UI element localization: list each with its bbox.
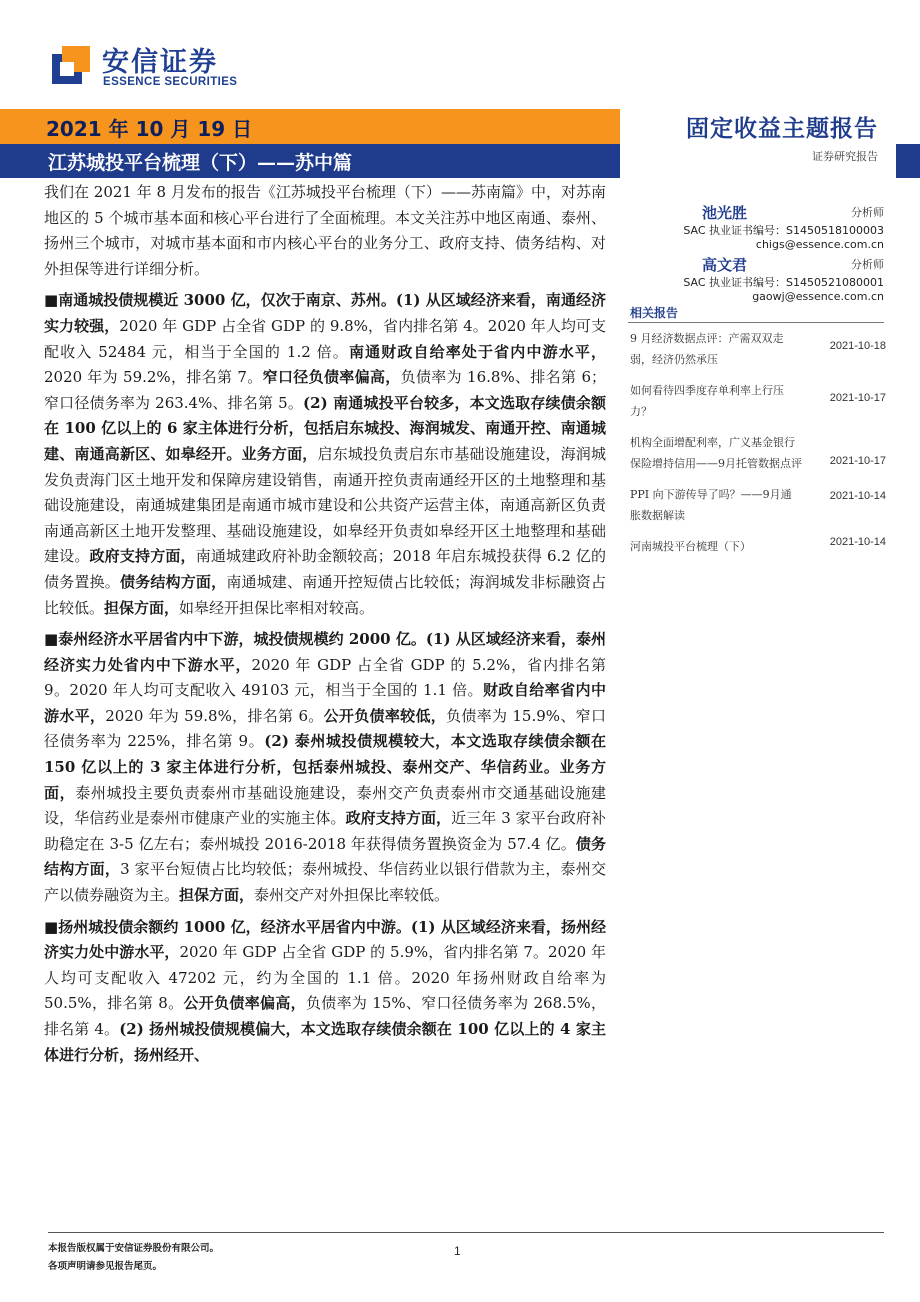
- related-report-title[interactable]: 河南城投平台梳理（下）: [630, 540, 751, 553]
- bold-run: 公开负债率较低，: [323, 706, 447, 725]
- text-run: 负债率为 16.8%、排名第 6；窄口径债务率为 263.4%、排名第 5。: [44, 368, 606, 412]
- related-report-item[interactable]: [630, 328, 886, 380]
- related-report-title[interactable]: 9 月经济数据点评：产需双双走弱，经济仍然承压: [630, 332, 784, 366]
- footer-disclaimer: 各项声明请参见报告尾页。: [48, 1261, 163, 1272]
- bold-run: 南通财政自给率处于省内中游水平，: [348, 342, 606, 361]
- report-subtype: 证券研究报告: [812, 150, 878, 163]
- bold-run: 财政自给率省内中游水平，: [44, 681, 606, 725]
- section-nantong: [44, 288, 606, 621]
- bold-run: 窄口径负债率偏高，: [262, 368, 401, 387]
- related-report-item[interactable]: [630, 484, 886, 536]
- right-accent-bar: [896, 144, 920, 178]
- analyst-sac: SAC 执业证书编号：S1450518100003: [683, 224, 884, 237]
- text-run: 泰州城投主要负责泰州市基础设施建设，泰州交产负责泰州市交通基础设施建设，华信药业是泰州市健康产业的实施主体。: [44, 783, 606, 828]
- related-report-item[interactable]: [630, 432, 886, 484]
- bold-run: 担保方面，: [179, 886, 255, 905]
- text-run: 2020 年 GDP 占全省 GDP 的 5.9%，省内排名第 7。2020 年人均可支配收入 47202 元，约为全国的 1.1 倍。2020 年扬州财政自给率为 50.5%，排名第 8。: [44, 943, 606, 1013]
- related-report-item[interactable]: [630, 536, 886, 566]
- text-run: 3 家平台短债占比均较低；泰州城投、华信药业以银行借款为主，泰州交产以债券融资为主。: [44, 860, 606, 905]
- text-run: 负债率为 15.9%、窄口径债务率为 225%，排名第 9。: [44, 706, 606, 751]
- report-title: 江苏城投平台梳理（下）——苏中篇: [48, 152, 353, 174]
- related-reports-list: [630, 328, 886, 566]
- report-body: [44, 180, 606, 1074]
- text-run: 2020 年 GDP 占全省 GDP 的 5.2%，省内排名第 9。2020 年人均可支配收入 49103 元，相当于全国的 1.1 倍。: [44, 655, 606, 700]
- text-run: 负债率为 15%、窄口径债务率为 268.5%，排名第 4。: [44, 994, 606, 1038]
- bold-run: 债务结构方面，: [44, 834, 606, 879]
- bold-run: (2) 扬州城投债规模偏大，本文选取存续债余额在 100 亿以上的 4 家主体进行分析，扬州经开、: [44, 1020, 607, 1064]
- report-type: 固定收益主题报告: [686, 115, 878, 142]
- analyst-sac: SAC 执业证书编号：S1450521080001: [683, 276, 884, 289]
- company-logo: [48, 38, 248, 94]
- related-report-date: 2021-10-17: [829, 392, 886, 404]
- related-report-date: 2021-10-14: [829, 536, 886, 548]
- bold-run: 债务结构方面，: [119, 572, 227, 591]
- bold-run: (2) 泰州城投债规模较大，本文选取存续债余额在 150 亿以上的 3 家主体进行分析，包括泰州城投、泰州交产、华信药业。业务方面，: [44, 732, 607, 802]
- related-report-title[interactable]: 机构全面增配利率，广义基金银行保险增持信用——9月托管数据点评: [630, 436, 802, 470]
- bold-run: (2) 南通城投平台较多，本文选取存续债余额在 100 亿以上的 6 家主体进行分析，包括启东城投、海润城发、南通开控、南通城建、南通高新区、如皋经开。业务方面，: [44, 393, 607, 463]
- analyst-email[interactable]: chigs@essence.com.cn: [755, 238, 884, 251]
- date-bar: [0, 109, 620, 144]
- footer-copyright: 本报告版权属于安信证券股份有限公司。: [48, 1243, 220, 1254]
- analyst-card: [622, 202, 884, 262]
- bold-run: 政府支持方面，: [89, 547, 196, 566]
- intro-paragraph: 我们在 2021 年 8 月发布的报告《江苏城投平台梳理（下）——苏南篇》中，对苏南地区的 5 个城市基本面和核心平台进行了全面梳理。本文关注苏中地区南通、泰州、扬州三个城市，对城市基本面和市内核心平台的业务分工、政府支持、债务结构、对外担保等进行详细分析。: [44, 183, 606, 278]
- related-report-title[interactable]: 如何看待四季度存单利率上行压力？: [630, 384, 784, 418]
- bold-run: 政府支持方面，: [345, 809, 452, 828]
- analyst-email[interactable]: gaowj@essence.com.cn: [752, 290, 884, 303]
- related-report-title[interactable]: PPI 向下游传导了吗？——9月通胀数据解读: [630, 488, 792, 522]
- bold-run: ■泰州经济水平居省内中下游，城投债规模约 2000 亿。(1) 从区域经济来看，泰州经济实力处省内中下游水平，: [44, 630, 606, 674]
- text-run: 泰州交产对外担保比率较低。: [254, 886, 450, 905]
- page-number: 1: [454, 1244, 461, 1258]
- logo-name-en: ESSENCE SECURITIES: [103, 76, 238, 88]
- related-report-date: 2021-10-14: [829, 490, 886, 502]
- bold-run: ■扬州城投债余额约 1000 亿，经济水平居省内中游。(1) 从区域经济来看，扬州经济实力处中游水平，: [44, 917, 606, 962]
- text-run: 2020 年为 59.8%，排名第 6。: [105, 706, 324, 725]
- analyst-role: 分析师: [851, 206, 884, 219]
- report-date: 2021 年 10 月 19 日: [46, 117, 253, 141]
- section-taizhou: [44, 627, 606, 909]
- analyst-role: 分析师: [851, 258, 884, 271]
- related-report-date: 2021-10-18: [829, 340, 886, 352]
- related-divider: [628, 322, 884, 323]
- text-run: 近三年 3 家平台政府补助稳定在 3-5 亿左右；泰州城投 2016-2018 年获得债务置换资金为 57.4 亿。: [44, 809, 606, 853]
- bold-run: 担保方面，: [104, 598, 180, 617]
- related-reports-title: 相关报告: [630, 306, 679, 320]
- text-run: 2020 年 GDP 占全省 GDP 的 9.8%，省内排名第 4。2020 年人均可支配收入 52484 元，相当于全国的 1.2 倍。: [44, 316, 606, 361]
- text-run: 2020 年为 59.2%，排名第 7。: [44, 368, 263, 387]
- analyst-name: 高文君: [702, 256, 748, 274]
- bold-run: ■南通城投债规模近 3000 亿，仅次于南京、苏州。(1) 从区域经济来看，南通经济实力较强，: [44, 291, 606, 335]
- logo-mark-icon: [48, 44, 92, 88]
- related-report-item[interactable]: [630, 380, 886, 432]
- title-bar: [0, 144, 620, 178]
- footer-divider: [48, 1232, 884, 1233]
- logo-name-cn: 安信证券: [102, 47, 218, 78]
- related-report-date: 2021-10-17: [829, 455, 886, 467]
- text-run: 如皋经开担保比率相对较高。: [179, 598, 375, 617]
- bold-run: 公开负债率偏高，: [183, 994, 306, 1013]
- section-yangzhou: [44, 915, 606, 1069]
- analyst-name: 池光胜: [702, 204, 748, 222]
- text-run: 南通城建政府补助金额较高；2018 年启东城投获得 6.2 亿的债务置换。: [44, 547, 606, 591]
- text-run: 启东城投负责启东市基础设施建设，海润城发负责海门区土地开发和保障房建设销售，南通开控负责南通经开区的土地整理和基础设施建设，南通城建集团是南通市城市建设和公共资产运营主体，南通高新区负责南通高新区土地开发整理、基础设施建设，如皋经开负责如皋经开区土地整理和基础建设。: [44, 444, 606, 566]
- text-run: 南通城建、南通开控短债占比较低；海润城发非标融资占比较低。: [44, 572, 606, 617]
